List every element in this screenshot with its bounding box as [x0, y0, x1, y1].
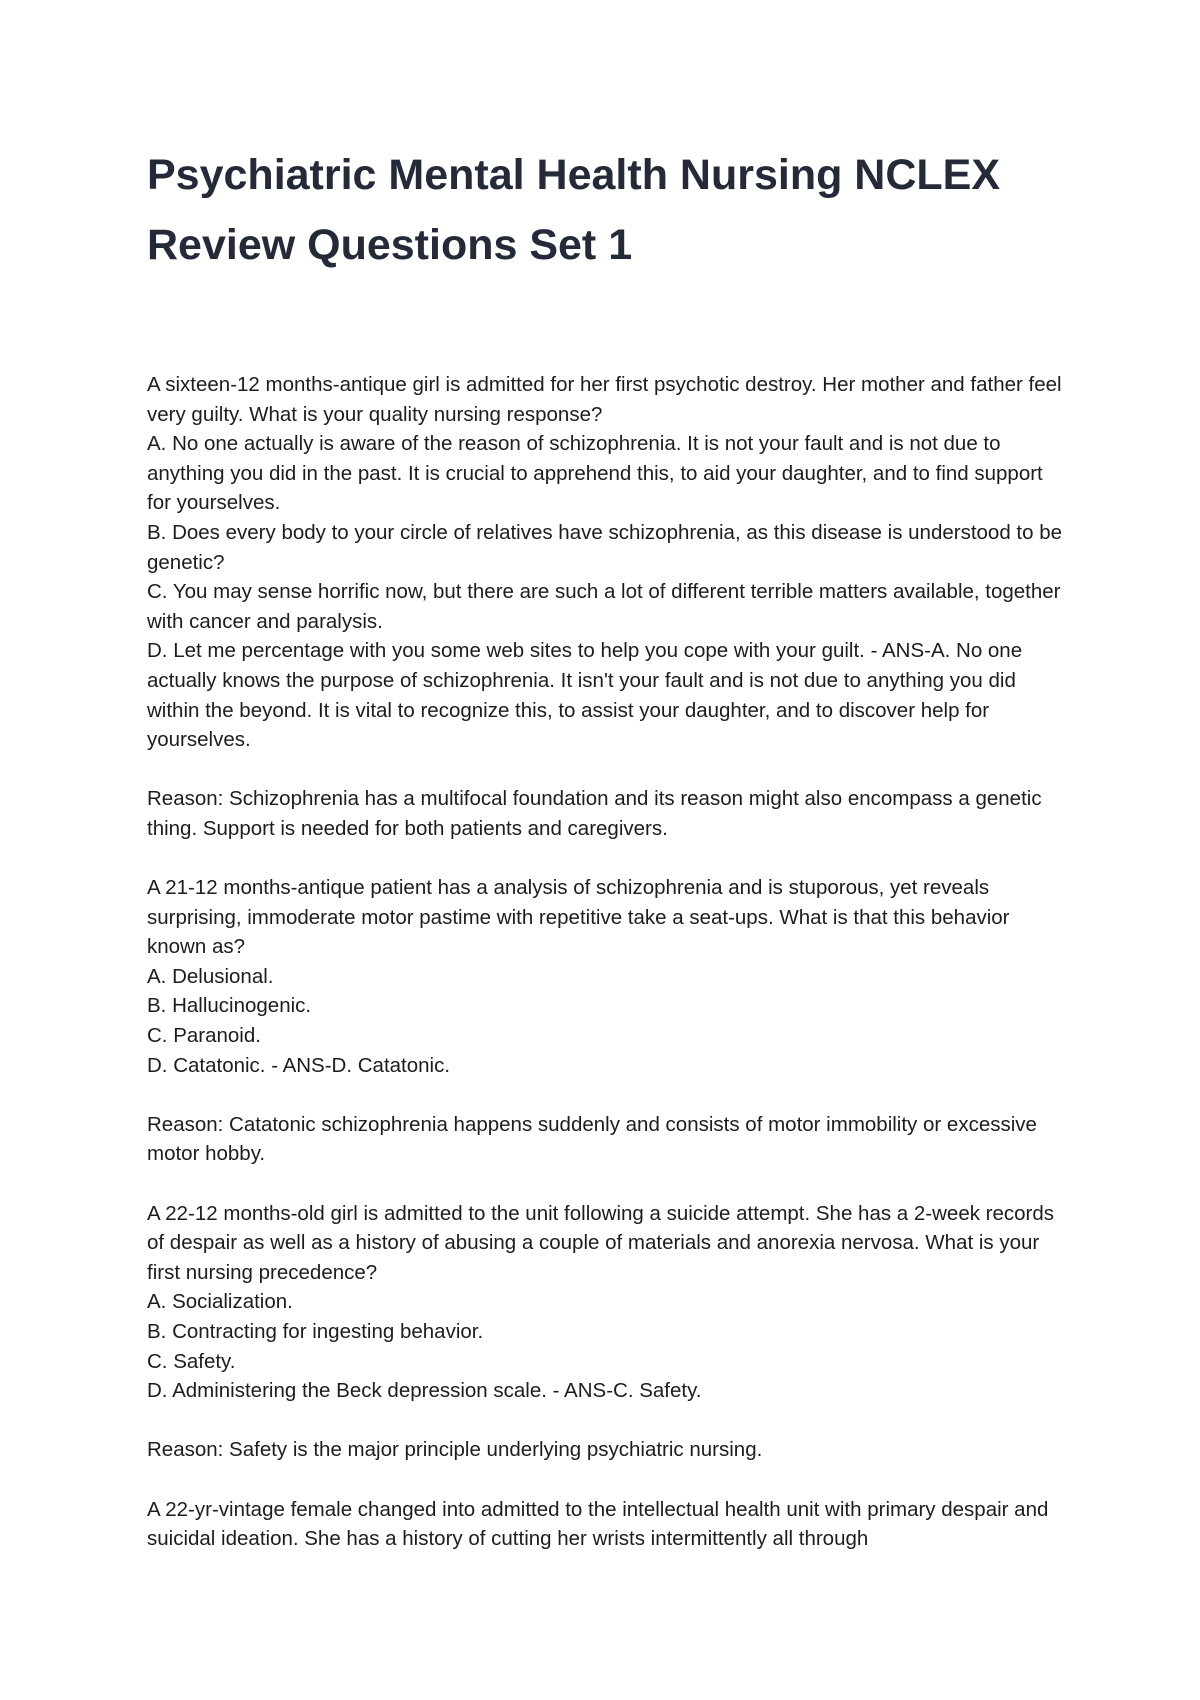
answer-option: B. Hallucinogenic. — [147, 994, 312, 1018]
answer-option: A. Socialization. — [147, 1290, 293, 1314]
answer-option: C. Paranoid. — [147, 1024, 261, 1048]
document-body — [147, 370, 1067, 1554]
answer-option: A. Delusional. — [147, 964, 274, 988]
answer-option: D. Let me percentage with you some web sites to help you cope with your guilt. - ANS-A. No one actually knows the purpose of schizophrenia. It isn't your fault and is not due to anything you did within the beyond. It is vital to recognize this, to assist your daughter, and to discover help for yourselves. — [147, 639, 1023, 752]
question-stem: A 22-yr-vintage female changed into admitted to the intellectual health unit with primary despair and suicidal ideation. She has a history of cutting her wrists intermittently all through — [147, 1497, 1049, 1551]
answer-option: C. Safety. — [147, 1349, 236, 1373]
answer-reason: Reason: Safety is the major principle underlying psychiatric nursing. — [147, 1438, 763, 1462]
question-stem: A 21-12 months-antique patient has a analysis of schizophrenia and is stuporous, yet reveals surprising, immoderate motor pastime with repetitive take a seat-ups. What is that this behavior known as? — [147, 876, 1010, 959]
answer-reason: Reason: Schizophrenia has a multifocal foundation and its reason might also encompass a genetic thing. Support is needed for both patients and caregivers. — [147, 787, 1042, 840]
answer-option: A. No one actually is aware of the reason of schizophrenia. It is not your fault and is not due to anything you did in the past. It is crucial to apprehend this, to aid your daughter, and to find support for yourselves. — [147, 432, 1043, 515]
answer-option: B. Contracting for ingesting behavior. — [147, 1320, 484, 1343]
answer-option: C. You may sense horrific now, but there are such a lot of different terrible matters available, together with cancer and paralysis. — [147, 580, 1061, 633]
answer-reason: Reason: Catatonic schizophrenia happens suddenly and consists of motor immobility or excessive motor hobby. — [147, 1112, 1037, 1166]
document-title: Psychiatric Mental Health Nursing NCLEX Review Questions Set 1 — [147, 151, 1001, 269]
answer-option: D. Administering the Beck depression scale. - ANS-C. Safety. — [147, 1379, 702, 1403]
question-stem: A 22-12 months-old girl is admitted to the unit following a suicide attempt. She has a 2-week records of despair as well as a history of abusing a couple of materials and anorexia nervosa. What is your first nursing precedence? — [147, 1201, 1055, 1284]
answer-option: D. Catatonic. - ANS-D. Catatonic. — [147, 1053, 451, 1077]
question-stem: A sixteen-12 months-antique girl is admitted for her first psychotic destroy. Her mother and father feel very guilty. What is your quality nursing response? — [147, 373, 1062, 426]
answer-option: B. Does every body to your circle of relatives have schizophrenia, as this disease is understood to be genetic? — [147, 520, 1063, 574]
